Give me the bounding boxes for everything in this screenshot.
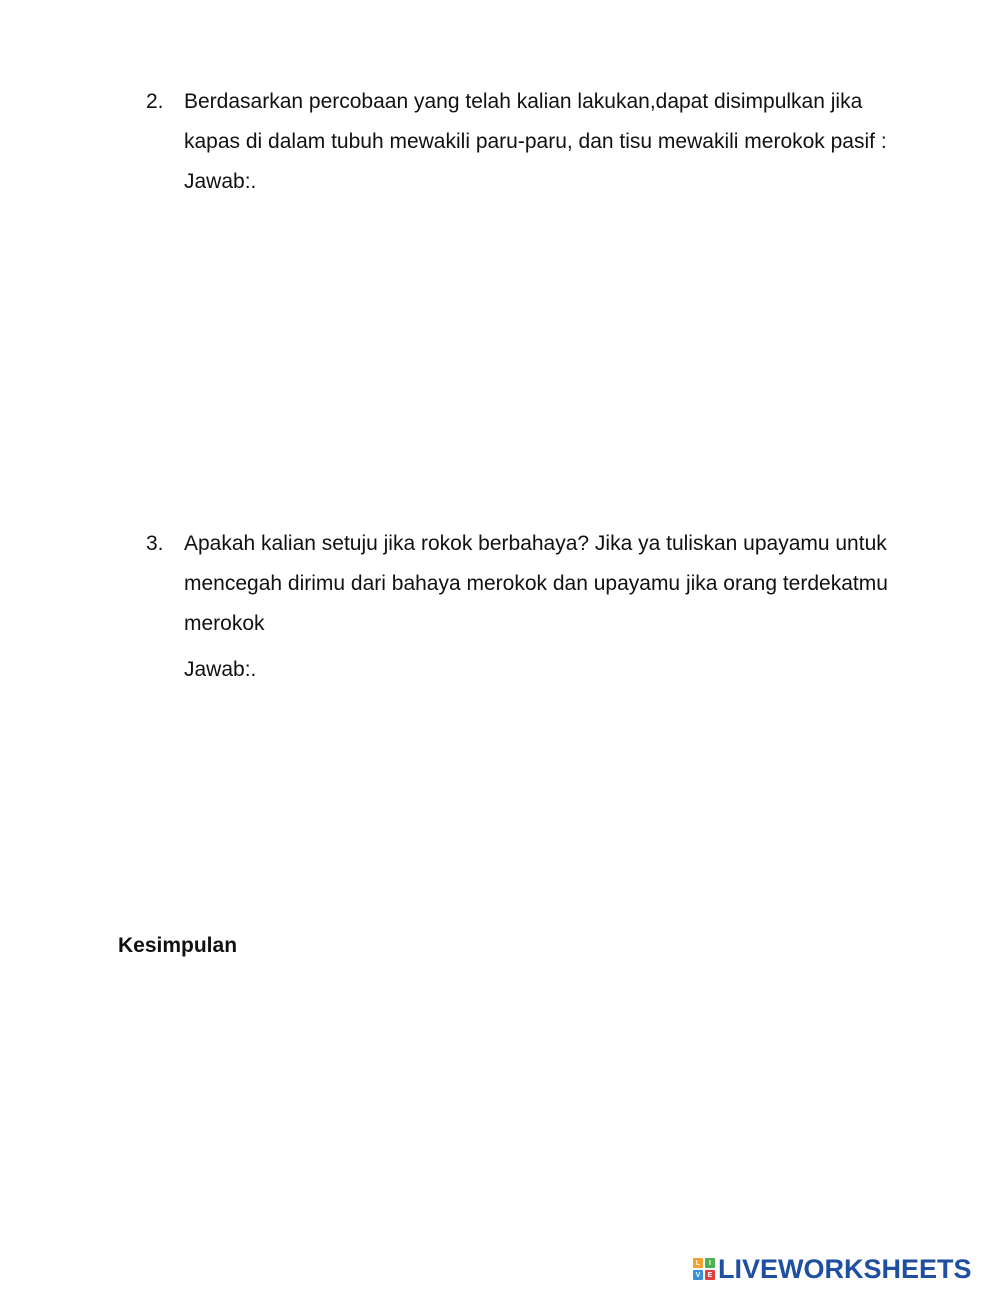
liveworksheets-logo[interactable]	[693, 1252, 972, 1286]
logo-mark-letter: V	[693, 1270, 703, 1280]
section-heading: Kesimpulan	[118, 934, 238, 957]
logo-mark-letter: I	[705, 1258, 715, 1268]
question-text: Apakah kalian setuju jika rokok berbahaya? Jika ya tuliskan upayamu untuk mencegah dirimu dari bahaya merokok dan upayamu jika orang terdekatmu merokok	[184, 532, 888, 635]
logo-text: LIVEWORKSHEETS	[718, 1253, 972, 1284]
logo-mark-letter: L	[693, 1258, 703, 1268]
question-2	[146, 82, 906, 202]
question-3	[146, 524, 906, 644]
logo-mark-letter: E	[705, 1270, 715, 1280]
question-number: 3.	[146, 532, 164, 555]
question-number: 2.	[146, 90, 164, 113]
question-text: Berdasarkan percobaan yang telah kalian lakukan,dapat disimpulkan jika kapas di dalam tubuh mewakili paru-paru, dan tisu mewakili merokok pasif : Jawab:.	[184, 90, 887, 193]
answer-label: Jawab:.	[184, 658, 257, 681]
logo-mark-icon	[693, 1258, 715, 1280]
